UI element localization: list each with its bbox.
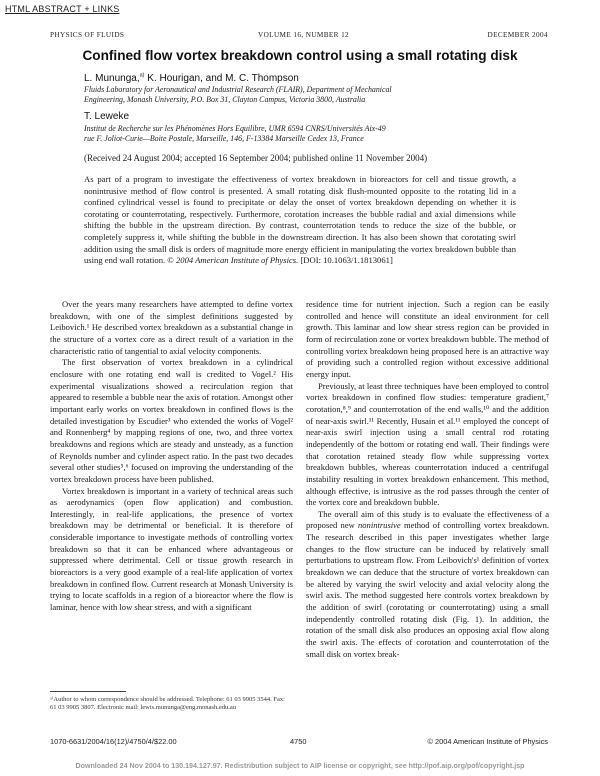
affiliation-primary-line1: Fluids Laboratory for Aeronautical and Industrial Research (FLAIR), Department of Mechanical xyxy=(84,85,392,94)
footer-copyright: © 2004 American Institute of Physics xyxy=(427,737,548,746)
paragraph: Over the years many researchers have attempted to define vortex breakdown, with one of the simplest definitions suggested by Leibovich.¹ He described vortex breakdown as a substantial change in the structure of a vortex core as a direct result of a variation in the characteristic ratio of tangential to axial velocity components. xyxy=(50,299,293,356)
paragraph xyxy=(306,509,549,661)
abstract-links-link[interactable]: HTML ABSTRACT + LINKS xyxy=(5,4,120,14)
affiliation-primary-line2: Engineering, Monash University, P.O. Box 31, Clayton Campus, Victoria 3800, Australia xyxy=(84,95,366,104)
abstract-body: As part of a program to investigate the effectiveness of vortex breakdown in bioreactors for cell and tissue growth, a nonintrusive method of flow control is presented. A small rotating disk flush-mounted opposite to the rotating lid in a confined cylindrical vessel is found to precipitate or delay the onset of vortex breakdown depending on whether it is corotating or counterrotating, respectively. Furthermore, corotation increases the bubble radial and axial dimensions while shifting the bubble in the upstream direction. By contrast, counterrotation tends to reduce the size of the bubble, or completely suppress it, while shifting the bubble in the downstream direction. It has also been shown that corotating swirl addition using the small disk is orders of magnitude more energy efficient in manipulating the vortex breakdown bubble than using end wall rotation. © xyxy=(84,174,516,266)
paragraph: Vortex breakdown is important in a variety of technical areas such as aerodynamics (open flow application) and combustion. Interestingly, in real-life applications, the presence of vortex breakdown may be detrimental or beneficial. It is therefore of considerable importance to investigate methods of controlling vortex breakdown so that it can be enhanced where advantageous or suppressed where detrimental. Cell or tissue growth research in bioreactors is a very good example of a real-life application of vortex breakdown in confined flow. Current research at Monash University is trying to locate scaffolds in a region of a bioreactor where the flow is laminar, hence with low shear stress, and with a significant xyxy=(50,485,293,613)
abstract-copyright: 2004 American Institute of Physics. xyxy=(175,255,299,266)
paragraph-text: method of controlling vortex breakdown. The research described in this paper investigates whether large changes to the flow structure can be induced by relatively small perturbations to upstream flow. From Leibovich's¹ definition of vortex breakdown we can deduce that the structure of vortex breakdown can be altered by varying the swirl velocity and axial velocity along the swirl axis. The method suggested here controls vortex breakdown by the addition of swirl (corotating or counterrotating) using a small independently controlled rotating disk (Fig. 1). In addition, the rotation of the small disk also produces an opposing axial flow along the swirl axis. The effects of corotation and counterrotation of the small disk on vortex break- xyxy=(306,520,549,659)
body-column-left xyxy=(50,299,293,614)
paragraph: Previously, at least three techniques have been employed to control vortex breakdown in confined flow studies: temperature gradient,⁷ corotation,⁸,⁹ and counterrotation of the end walls,¹⁰ and the addition of near-axis swirl.¹¹ Recently, Husain et al.¹¹ employed the concept of near-axis swirl injection using a small central rod rotating independently of the bottom or rotating end wall. Their findings were that corotation retained steady flow while suppressing vortex breakdown bubbles, whereas counterrotation induced a centrifugal instability resulting in vortex breakdown enhancement. This method, although effective, is intrusive as the rod passes through the center of the vortex core and breakdown bubble. xyxy=(306,380,549,508)
abstract-doi[interactable]: [DOI: 10.1063/1.1813061] xyxy=(298,255,393,266)
author-list-secondary: T. Leweke xyxy=(84,111,130,122)
running-head-date: DECEMBER 2004 xyxy=(487,31,548,39)
received-dates: (Received 24 August 2004; accepted 16 September 2004; published online 11 November 2004) xyxy=(84,153,428,163)
author-footnote-mark[interactable]: a) xyxy=(139,72,145,79)
author-names-a: L. Mununga, xyxy=(84,73,140,84)
affiliation-secondary-line1: Institut de Recherche sur les Phénomènes Hors Equilibre, UMR 6594 CNRS/Universités Aix-49 xyxy=(84,124,386,133)
emphasis: nonintrusive xyxy=(358,520,401,531)
paragraph: residence time for nutrient injection. Such a region can be easily controlled and hence will constitute an ideal environment for cell growth. This laminar and low shear stress region can be provided in form of recirculation zone or vortex breakdown bubble. The method of controlling vortex breakdown being proposed here is an attractive way of providing such a controlled region without excessive additional energy input. xyxy=(306,299,549,379)
download-notice: Downloaded 24 Nov 2004 to 130.194.127.97. Redistribution subject to AIP license or copyright, see http://pof.aip.org/pof/copyright.jsp xyxy=(75,762,525,770)
running-head-journal: PHYSICS OF FLUIDS xyxy=(50,31,125,39)
footnote: ᵃ⁾Author to whom correspondence should be addressed. Telephone: 61 03 9905 3544. Fax: 61 03 9905 3807. Electronic mail: lewis.mununga@eng.monash.edu.au xyxy=(50,696,285,711)
abstract xyxy=(84,174,516,267)
affiliation-secondary-line2: rue F. Joliot-Curie—Boite Postale, Marseille, 146, F-13384 Marseille Cedex 13, France xyxy=(84,134,364,143)
page-title: Confined flow vortex breakdown control using a small rotating disk xyxy=(82,48,518,63)
running-head-volume: VOLUME 16, NUMBER 12 xyxy=(258,31,350,39)
body-column-right xyxy=(306,299,549,660)
footnote-divider xyxy=(50,691,126,692)
paragraph: The first observation of vortex breakdown in a cylindrical enclosure with one rotating end wall is credited to Vogel.² His experimental visualizations showed a recirculation region that appeared to resemble a bubble near the axis of rotation. Amongst other important early works on vortex breakdown in confined flows is the detailed investigation by Escudier³ who extended the works of Vogel² and Ronnenberg⁴ by mapping regions of one, two, and three vortex breakdowns and regions which are steady and unsteady, as a function of Reynolds number and cylinder aspect ratio. In the past two decades several other studies⁵,⁶ focused on improving the understanding of the vortex breakdown process have been published. xyxy=(50,357,293,484)
page-number: 4750 xyxy=(290,737,307,746)
paragraph-text: The overall aim of this study is to evaluate the effectiveness of a proposed new xyxy=(306,508,549,531)
footer-code: 1070-6631/2004/16(12)/4750/4/$22.00 xyxy=(50,737,177,746)
author-list-primary xyxy=(84,73,299,84)
author-names-b: K. Hourigan, and M. C. Thompson xyxy=(144,73,299,84)
